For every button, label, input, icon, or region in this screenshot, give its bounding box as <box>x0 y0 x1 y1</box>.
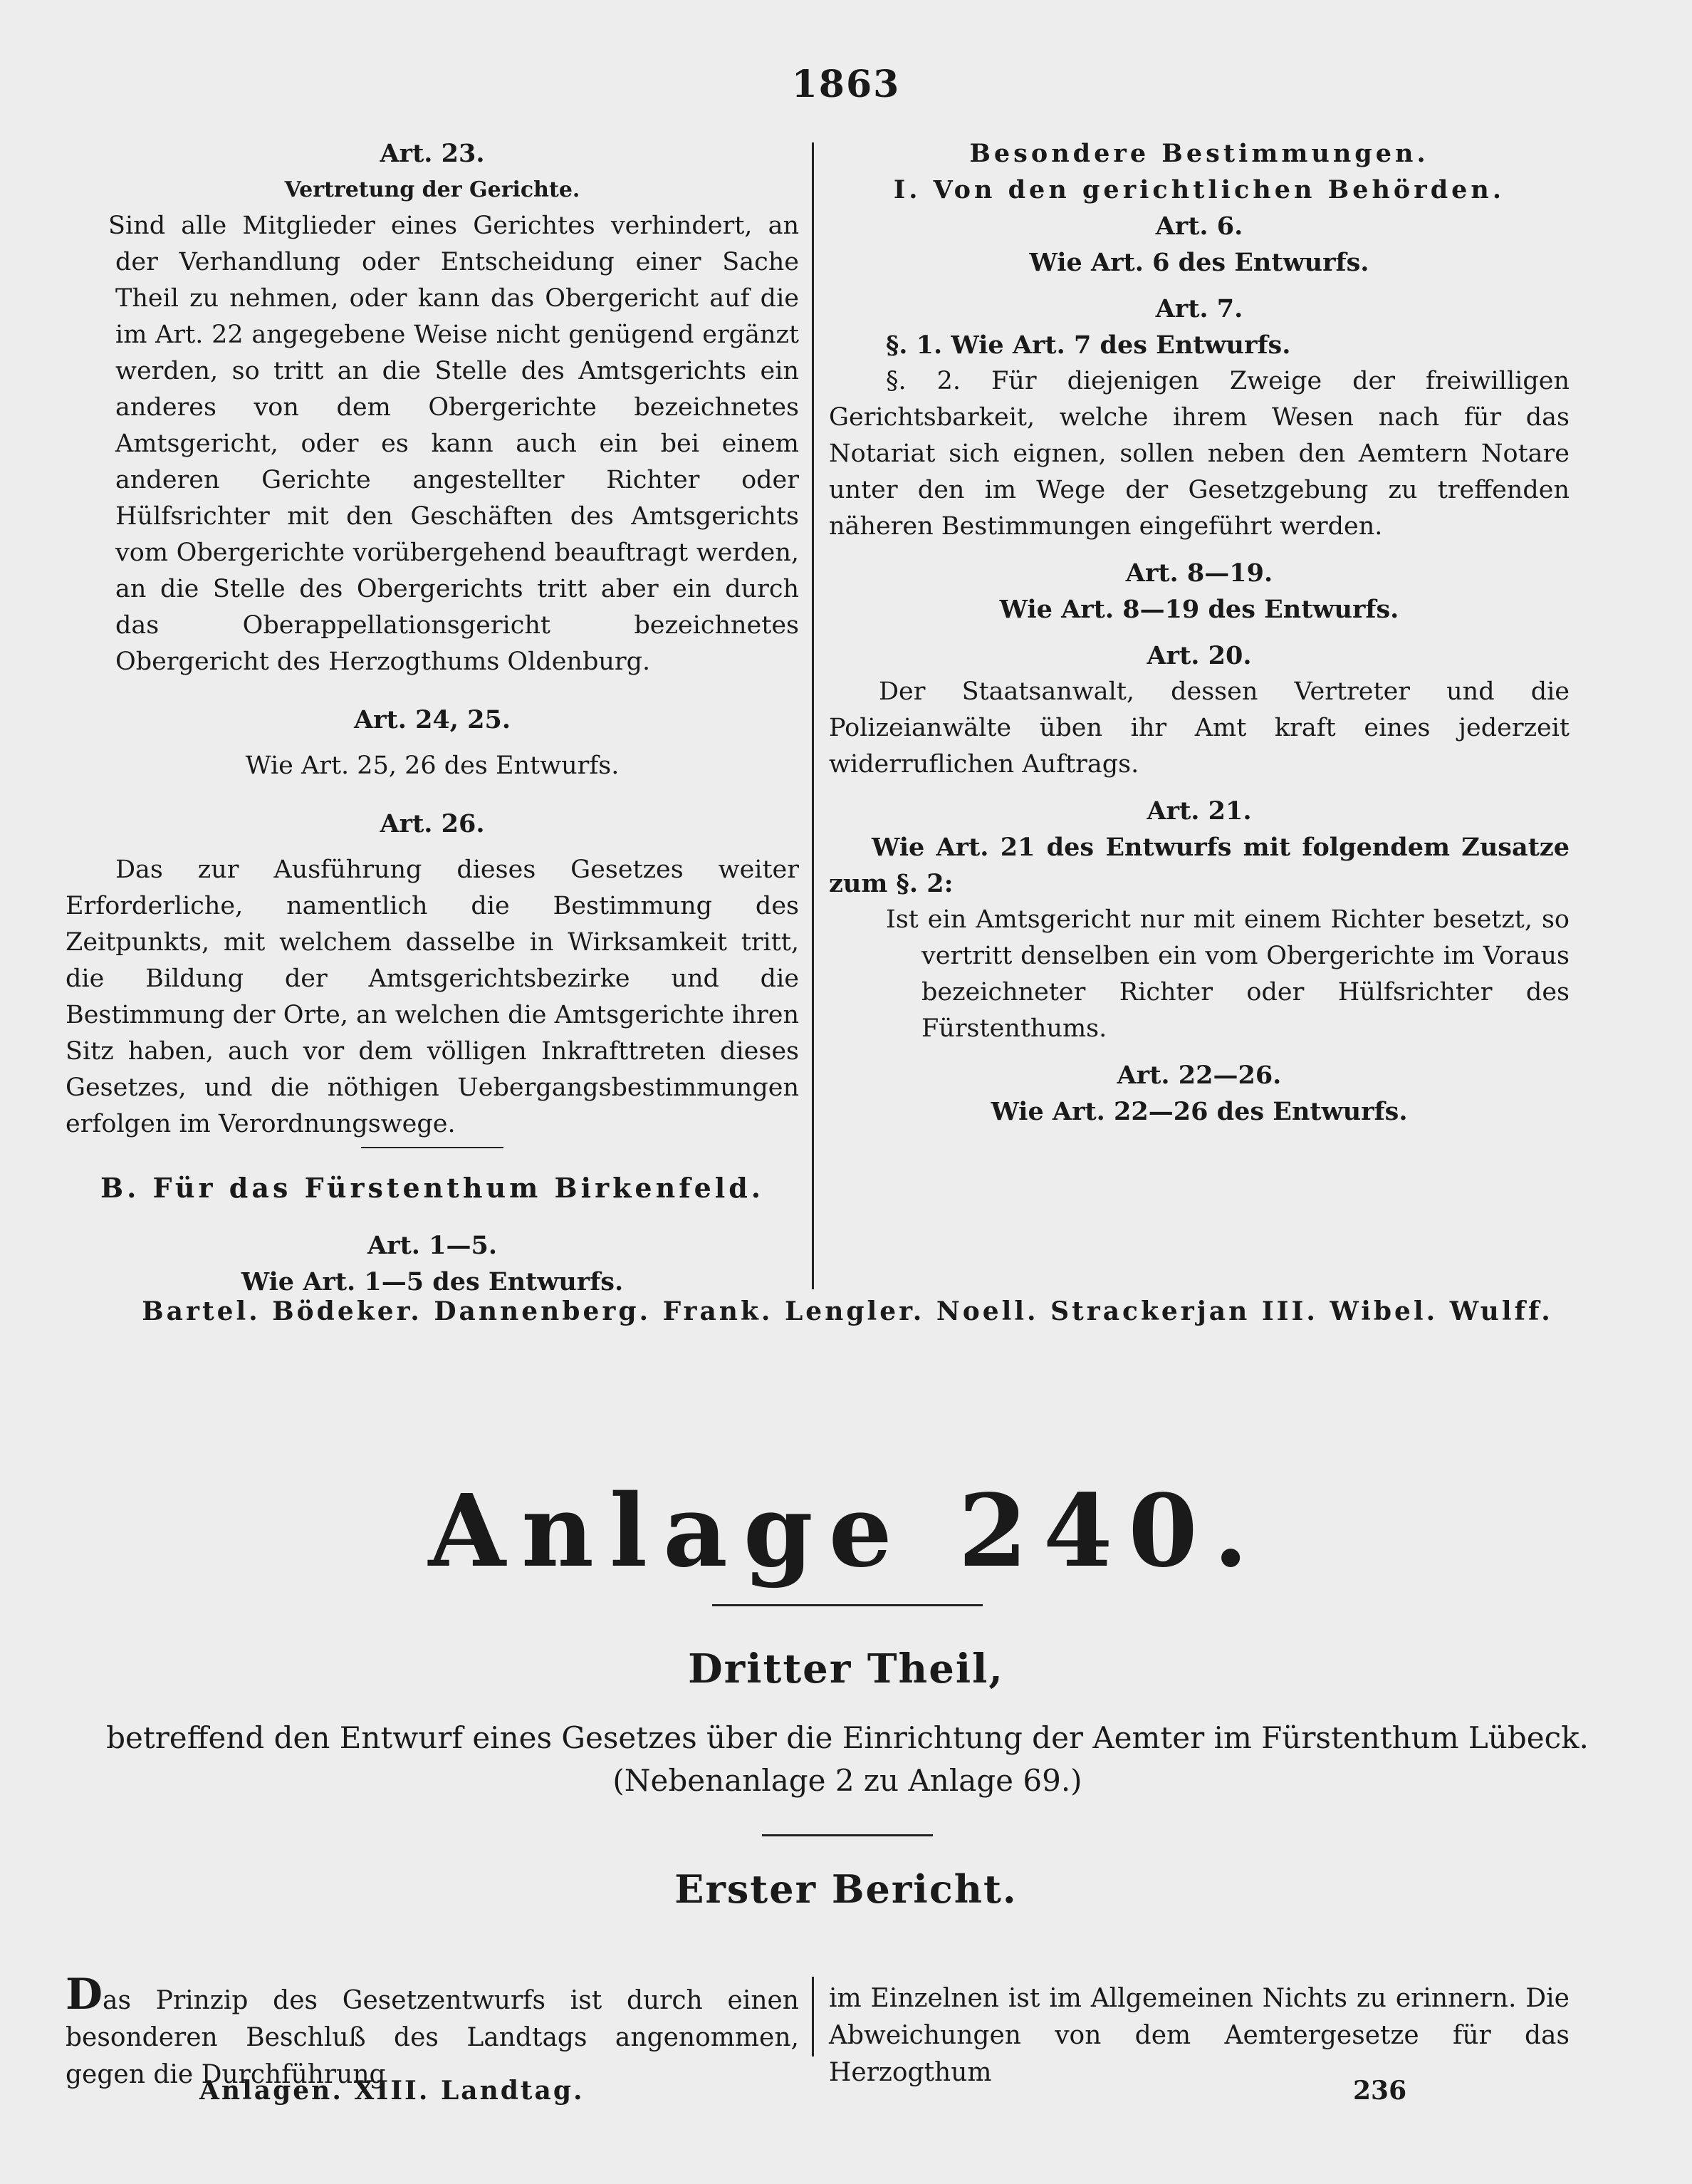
art21-addition: Ist ein Amtsgericht nur mit einem Richter besetzt, so vertritt denselben ein vom Obergerichte im Voraus bezeichneter Richter oder Hülfsrichter des Fürstenthums. <box>886 905 1570 1043</box>
art2425-heading: Art. 24, 25. <box>353 705 511 734</box>
report-text-right: im Einzelnen ist im Allgemeinen Nichts zu erinnern. Die Abweichungen von dem Aemtergesetze für das Herzogthum <box>829 1984 1570 2087</box>
signers-line: Bartel. Bödeker. Dannenberg. Frank. Lengler. Noell. Strackerjan III. Wibel. Wulff. <box>142 1296 1553 1326</box>
art2425-text: Wie Art. 25, 26 des Entwurfs. <box>245 752 620 780</box>
page-number: 236 <box>1353 2076 1407 2106</box>
column-divider-bottom <box>812 1977 814 2056</box>
part-subtitle-line-2: (Nebenanlage 2 zu Anlage 69.) <box>612 1763 1082 1798</box>
art21-heading: Art. 21. <box>1147 796 1252 826</box>
left-column <box>66 135 799 1300</box>
art20-text: Der Staatsanwalt, dessen Vertreter und die Polizeianwälte üben ihr Amt kraft eines jederzeit widerruflichen Auftrags. <box>829 677 1570 779</box>
part-title: Dritter Theil, <box>688 1645 1004 1692</box>
art26-heading: Art. 26. <box>380 809 485 838</box>
art23-text: Sind alle Mitglieder eines Gerichtes verhindert, an der Verhandlung oder Entscheidung einer Sache Theil zu nehmen, oder kann das Obergericht auf die im Art. 22 angegebene Weise nicht genügend ergänzt werden, so tritt an die Stelle des Amtsgerichts ein anderes von dem Obergerichte bezeichnetes Amtsgericht, oder es kann auch ein bei einem anderen Gerichte angestellter Richter oder Hülfsrichter mit den Geschäften des Amtsgerichts vom Obergerichte vorübergehend beauftragt werden, an die Stelle des Obergerichts tritt aber ein durch das Oberappellationsgericht bezeichnetes Obergericht des Herzogthums Oldenburg. <box>108 212 799 676</box>
art6-heading: Art. 6. <box>1155 212 1243 241</box>
footer-left: Anlagen. XIII. Landtag. <box>199 2076 585 2106</box>
report-title: Erster Bericht. <box>674 1866 1018 1912</box>
art21-text: Wie Art. 21 des Entwurfs mit folgendem Zusatze zum §. 2: <box>829 833 1570 898</box>
section-b-heading: B. Für das Fürstenthum Birkenfeld. <box>100 1172 764 1204</box>
art7-paragraph-1: §. 1. Wie Art. 7 des Entwurfs. <box>886 331 1291 360</box>
art2226-text: Wie Art. 22—26 des Entwurfs. <box>991 1097 1408 1126</box>
art7-paragraph-2: §. 2. Für diejenigen Zweige der freiwilligen Gerichtsbarkeit, welche ihrem Wesen nach für das Notariat sich eignen, sollen neben den Aemtern Notare unter den im Wege der Gesetzgebung zu treffenden näheren Bestimmungen eingeführt werden. <box>829 367 1570 541</box>
dropcap: D <box>66 1970 103 2019</box>
right-column <box>829 135 1570 1130</box>
page-year: 1863 <box>791 63 901 106</box>
column-divider-top <box>812 142 814 1289</box>
art819-text: Wie Art. 8—19 des Entwurfs. <box>999 595 1399 624</box>
anlage-rule <box>712 1604 983 1606</box>
report-text-left-body: as Prinzip des Gesetzentwurfs ist durch einen besonderen Beschluß des Landtags angenommen, gegen die Durchführung <box>66 1986 799 2089</box>
art7-heading: Art. 7. <box>1155 294 1243 323</box>
art23-heading: Art. 23. <box>380 139 485 168</box>
art23-subheading: Vertretung der Gerichte. <box>284 177 580 202</box>
art6-text: Wie Art. 6 des Entwurfs. <box>1029 248 1369 277</box>
special-provisions-heading: Besondere Bestimmungen. <box>969 139 1429 168</box>
report-rule <box>762 1834 933 1836</box>
courts-heading: I. Von den gerichtlichen Behörden. <box>893 175 1505 204</box>
art26-text: Das zur Ausführung dieses Gesetzes weiter Erforderliche, namentlich die Bestimmung des Zeitpunkts, mit welchem dasselbe in Wirksamkeit tritt, die Bildung der Amtsgerichtsbezirke und die Bestimmung der Orte, an welchen die Amtsgerichte ihren Sitz haben, auch vor dem völligen Inkrafttreten dieses Gesetzes, und die nöthigen Uebergangsbestimmungen erfolgen im Verordnungswege. <box>66 856 799 1138</box>
part-subtitle <box>78 1717 1617 1802</box>
art2226-heading: Art. 22—26. <box>1117 1061 1282 1090</box>
art15-text: Wie Art. 1—5 des Entwurfs. <box>241 1267 624 1296</box>
part-subtitle-line-1: betreffend den Entwurf eines Gesetzes über die Einrichtung der Aemter im Fürstenthum Lübeck. <box>106 1720 1589 1755</box>
art20-heading: Art. 20. <box>1147 641 1252 670</box>
art15-heading: Art. 1—5. <box>367 1231 498 1260</box>
art819-heading: Art. 8—19. <box>1125 558 1273 588</box>
anlage-title: Anlage 240. <box>428 1473 1264 1590</box>
